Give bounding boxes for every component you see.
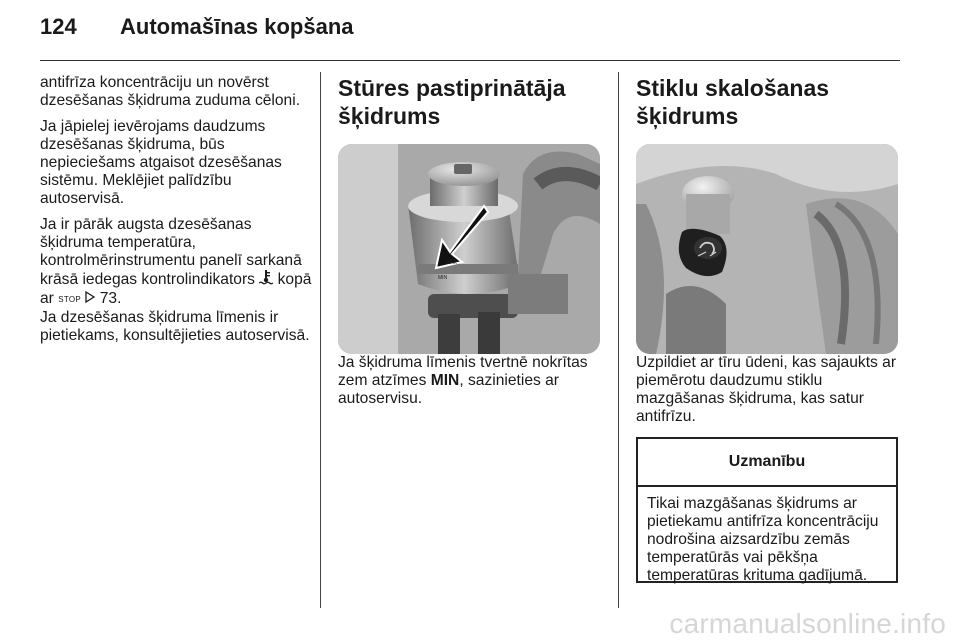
section-heading-washer-fluid: Stiklu skalošanas šķidrums (636, 75, 830, 129)
caution-title: Uzmanību (638, 439, 896, 487)
page-title: Automašīnas kopšana (120, 14, 354, 39)
paragraph-bleed-system: Ja jāpielej ievērojams daudzums dzesēšanas šķidruma, būs nepieciešams atgaisot dzesēšanas sistēmu. Meklējiet palīdzību autoservisā. (40, 118, 282, 207)
page-number: 124 (40, 14, 77, 39)
header-rule (40, 60, 900, 61)
min-mark-label: MIN (438, 275, 448, 281)
steering-text-after: , sazinieties ar autoservisu. (338, 372, 559, 407)
steering-text-before: Ja šķidruma līmenis tvertnē nokrītas zem atzīmes (338, 354, 588, 389)
page-header (40, 14, 900, 54)
column-divider-1 (320, 72, 321, 608)
paragraph-consult-service: Ja dzesēšanas šķidruma līmenis ir pietiekams, konsultējieties autoservisā. (40, 309, 310, 345)
column-divider-2 (618, 72, 619, 608)
max-mark-label: MAX (446, 260, 457, 266)
stop-indicator-label: STOP (58, 295, 82, 305)
page-reference: 73. (99, 290, 122, 308)
paragraph-power-steering (338, 354, 608, 408)
temperature-text: Ja ir pārāk augsta dzesēšanas šķidruma temperatūra, kontrolmērinstrumentu panelī sarkanā krāsā iedegas kontrolindikators (40, 216, 302, 289)
column-right (636, 74, 906, 434)
column-middle (338, 74, 608, 416)
washer-fluid-reservoir-photo (636, 144, 898, 354)
paragraph-temperature-warning (40, 216, 312, 309)
paragraph-washer-fluid: Uzpildiet ar tīru ūdeni, kas sajaukts ar piemērotu daudzumu stiklu mazgāšanas šķidruma, kas satur antifrīzu. (636, 354, 897, 425)
paragraph-antifreeze: antifrīza koncentrāciju un novērst dzesēšanas šķidruma zuduma cēloni. (40, 74, 301, 109)
caution-text: Tikai mazgāšanas šķidrums ar pietiekamu antifrīza koncentrāciju nodrošina aizsardzību zemās temperatūrās vai pēkšņa temperatūras krituma gadījumā. (647, 495, 879, 584)
column-left (40, 74, 312, 353)
page-reference-arrow-icon (85, 290, 95, 308)
coolant-temperature-icon (259, 270, 273, 290)
caution-box (636, 437, 898, 583)
min-label: MIN (430, 372, 460, 389)
together-with-text: kopā ar (40, 271, 312, 308)
section-heading-power-steering: Stūres pastiprinātāja šķidrums (338, 75, 566, 129)
watermark: carmanualsonline.info (669, 608, 946, 639)
power-steering-reservoir-photo (338, 144, 600, 354)
